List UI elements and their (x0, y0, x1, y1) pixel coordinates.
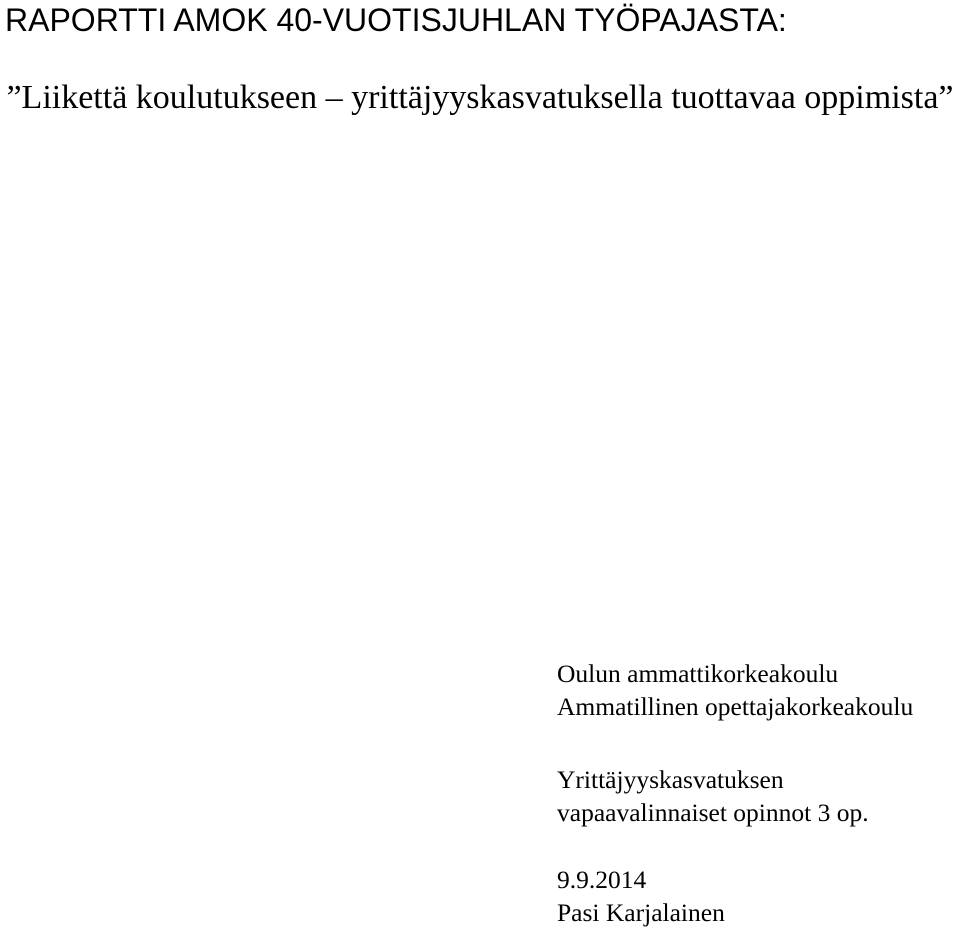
date-author-block (557, 863, 725, 929)
course-name: Yrittäjyyskasvatuksen (557, 765, 784, 794)
report-title: RAPORTTI AMOK 40-VUOTISJUHLAN TYÖPAJASTA: (5, 2, 787, 38)
course-credits: vapaavalinnaiset opinnot 3 op. (557, 798, 869, 827)
institution-unit: Ammatillinen opettajakorkeakoulu (557, 692, 914, 721)
report-author: Pasi Karjalainen (557, 898, 725, 927)
course-block (557, 763, 869, 829)
institution-name: Oulun ammattikorkeakoulu (557, 659, 839, 688)
report-subtitle: ”Liikettä koulutukseen – yrittäjyyskasvatuksella tuottavaa oppimista” (6, 79, 954, 116)
institution-block (557, 657, 913, 723)
report-date: 9.9.2014 (557, 865, 647, 894)
